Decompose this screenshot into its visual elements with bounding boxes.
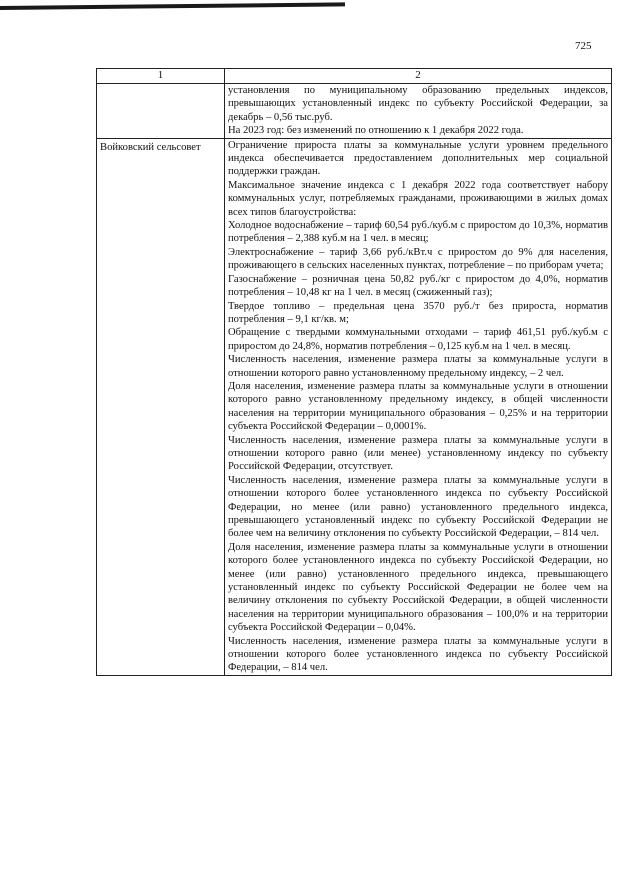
- paragraph: установления по муниципальному образованию предельных индексов, превышающих установленный индекс по субъекту Российской Федерации, за декабрь – 0,56 тыс.руб.: [228, 85, 608, 123]
- document-table: [96, 68, 612, 676]
- paragraph: Холодное водоснабжение – тариф 60,54 руб./куб.м с приростом до 10,3%, норматив потребления – 2,388 куб.м на 1 чел. в месяц;: [228, 220, 608, 245]
- municipality-name: Войковский сельсовет: [97, 138, 225, 675]
- paragraph: Доля населения, изменение размера платы за коммунальные услуги в отношении которого равно установленному предельному индексу, в общей численности населения на территории муниципального образования – 0,25% и на территории субъекта Российской Федерации – 0,0001%.: [228, 380, 608, 433]
- table-row: [97, 138, 612, 675]
- paragraph: Ограничение прироста платы за коммунальные услуги уровнем предельного индекса обеспечивается предоставлением дополнительных мер социальной поддержки граждан.: [228, 139, 608, 178]
- row2-content-cell: [225, 138, 612, 675]
- header-col-1: 1: [97, 69, 225, 84]
- header-col-2: 2: [225, 69, 612, 84]
- paragraph: Доля населения, изменение размера платы за коммунальные услуги в отношении которого более установленного индекса по субъекту Российской Федерации, но менее (или равно) установленного предельного индекса, превышающего установленный индекс по субъекту Российской Федерации не более чем на величину отклонения по субъекту Российской Федерации, в общей численности населения на территории муниципального образования – 100,0% и на территории субъекта Российской Федерации – 0,04%.: [228, 541, 608, 634]
- paragraph: Численность населения, изменение размера платы за коммунальные услуги в отношении которого более установленного индекса по субъекту Российской Федерации, но менее (или равно) установленного предельного индекса, превышающего установленный индекс по субъекту Российской Федерации не более чем на величину отклонения по субъекту Российской Федерации, – 814 чел.: [228, 474, 608, 540]
- paragraph: Численность населения, изменение размера платы за коммунальные услуги в отношении которого равно установленному предельному индексу, – 2 чел.: [228, 354, 608, 379]
- paragraph: Максимальное значение индекса с 1 декабря 2022 года соответствует набору коммунальных услуг, потребляемых гражданами, проживающими в жилых домах всех типов благоустройства:: [228, 179, 608, 218]
- paragraph: Численность населения, изменение размера платы за коммунальные услуги в отношении которого равно (или менее) установленному индексу по субъекту Российской Федерации, отсутствует.: [228, 434, 608, 473]
- table-header-row: [97, 69, 612, 84]
- page-number: 725: [575, 40, 592, 52]
- paragraph: Газоснабжение – розничная цена 50,82 руб./кг с приростом до 4,0%, норматив потребления – 10,48 кг на 1 чел. в месяц (сжиженный газ);: [228, 273, 608, 299]
- scan-edge-bar: [0, 2, 345, 10]
- paragraph: Обращение с твердыми коммунальными отходами – тариф 461,51 руб./куб.м с приростом до 24,8%, норматив потребления – 0,125 куб.м на 1 чел. в месяц.: [228, 327, 608, 352]
- paragraph: Электроснабжение – тариф 3,66 руб./кВт.ч с приростом до 9% для населения, проживающего в сельских населенных пунктах, потребление – по приборам учета;: [228, 246, 608, 272]
- paragraph: Твердое топливо – предельная цена 3570 руб./т без прироста, норматив потребления – 9,1 кг/кв. м;: [228, 300, 608, 325]
- paragraph: Численность населения, изменение размера платы за коммунальные услуги в отношении которого более установленного индекса по субъекту Российской Федерации, – 814 чел.: [228, 635, 608, 674]
- paragraph: На 2023 год: без изменений по отношению к 1 декабря 2022 года.: [228, 125, 524, 137]
- table-row: [97, 84, 612, 139]
- row1-content-cell: [225, 84, 612, 139]
- row1-name-cell: [97, 84, 225, 139]
